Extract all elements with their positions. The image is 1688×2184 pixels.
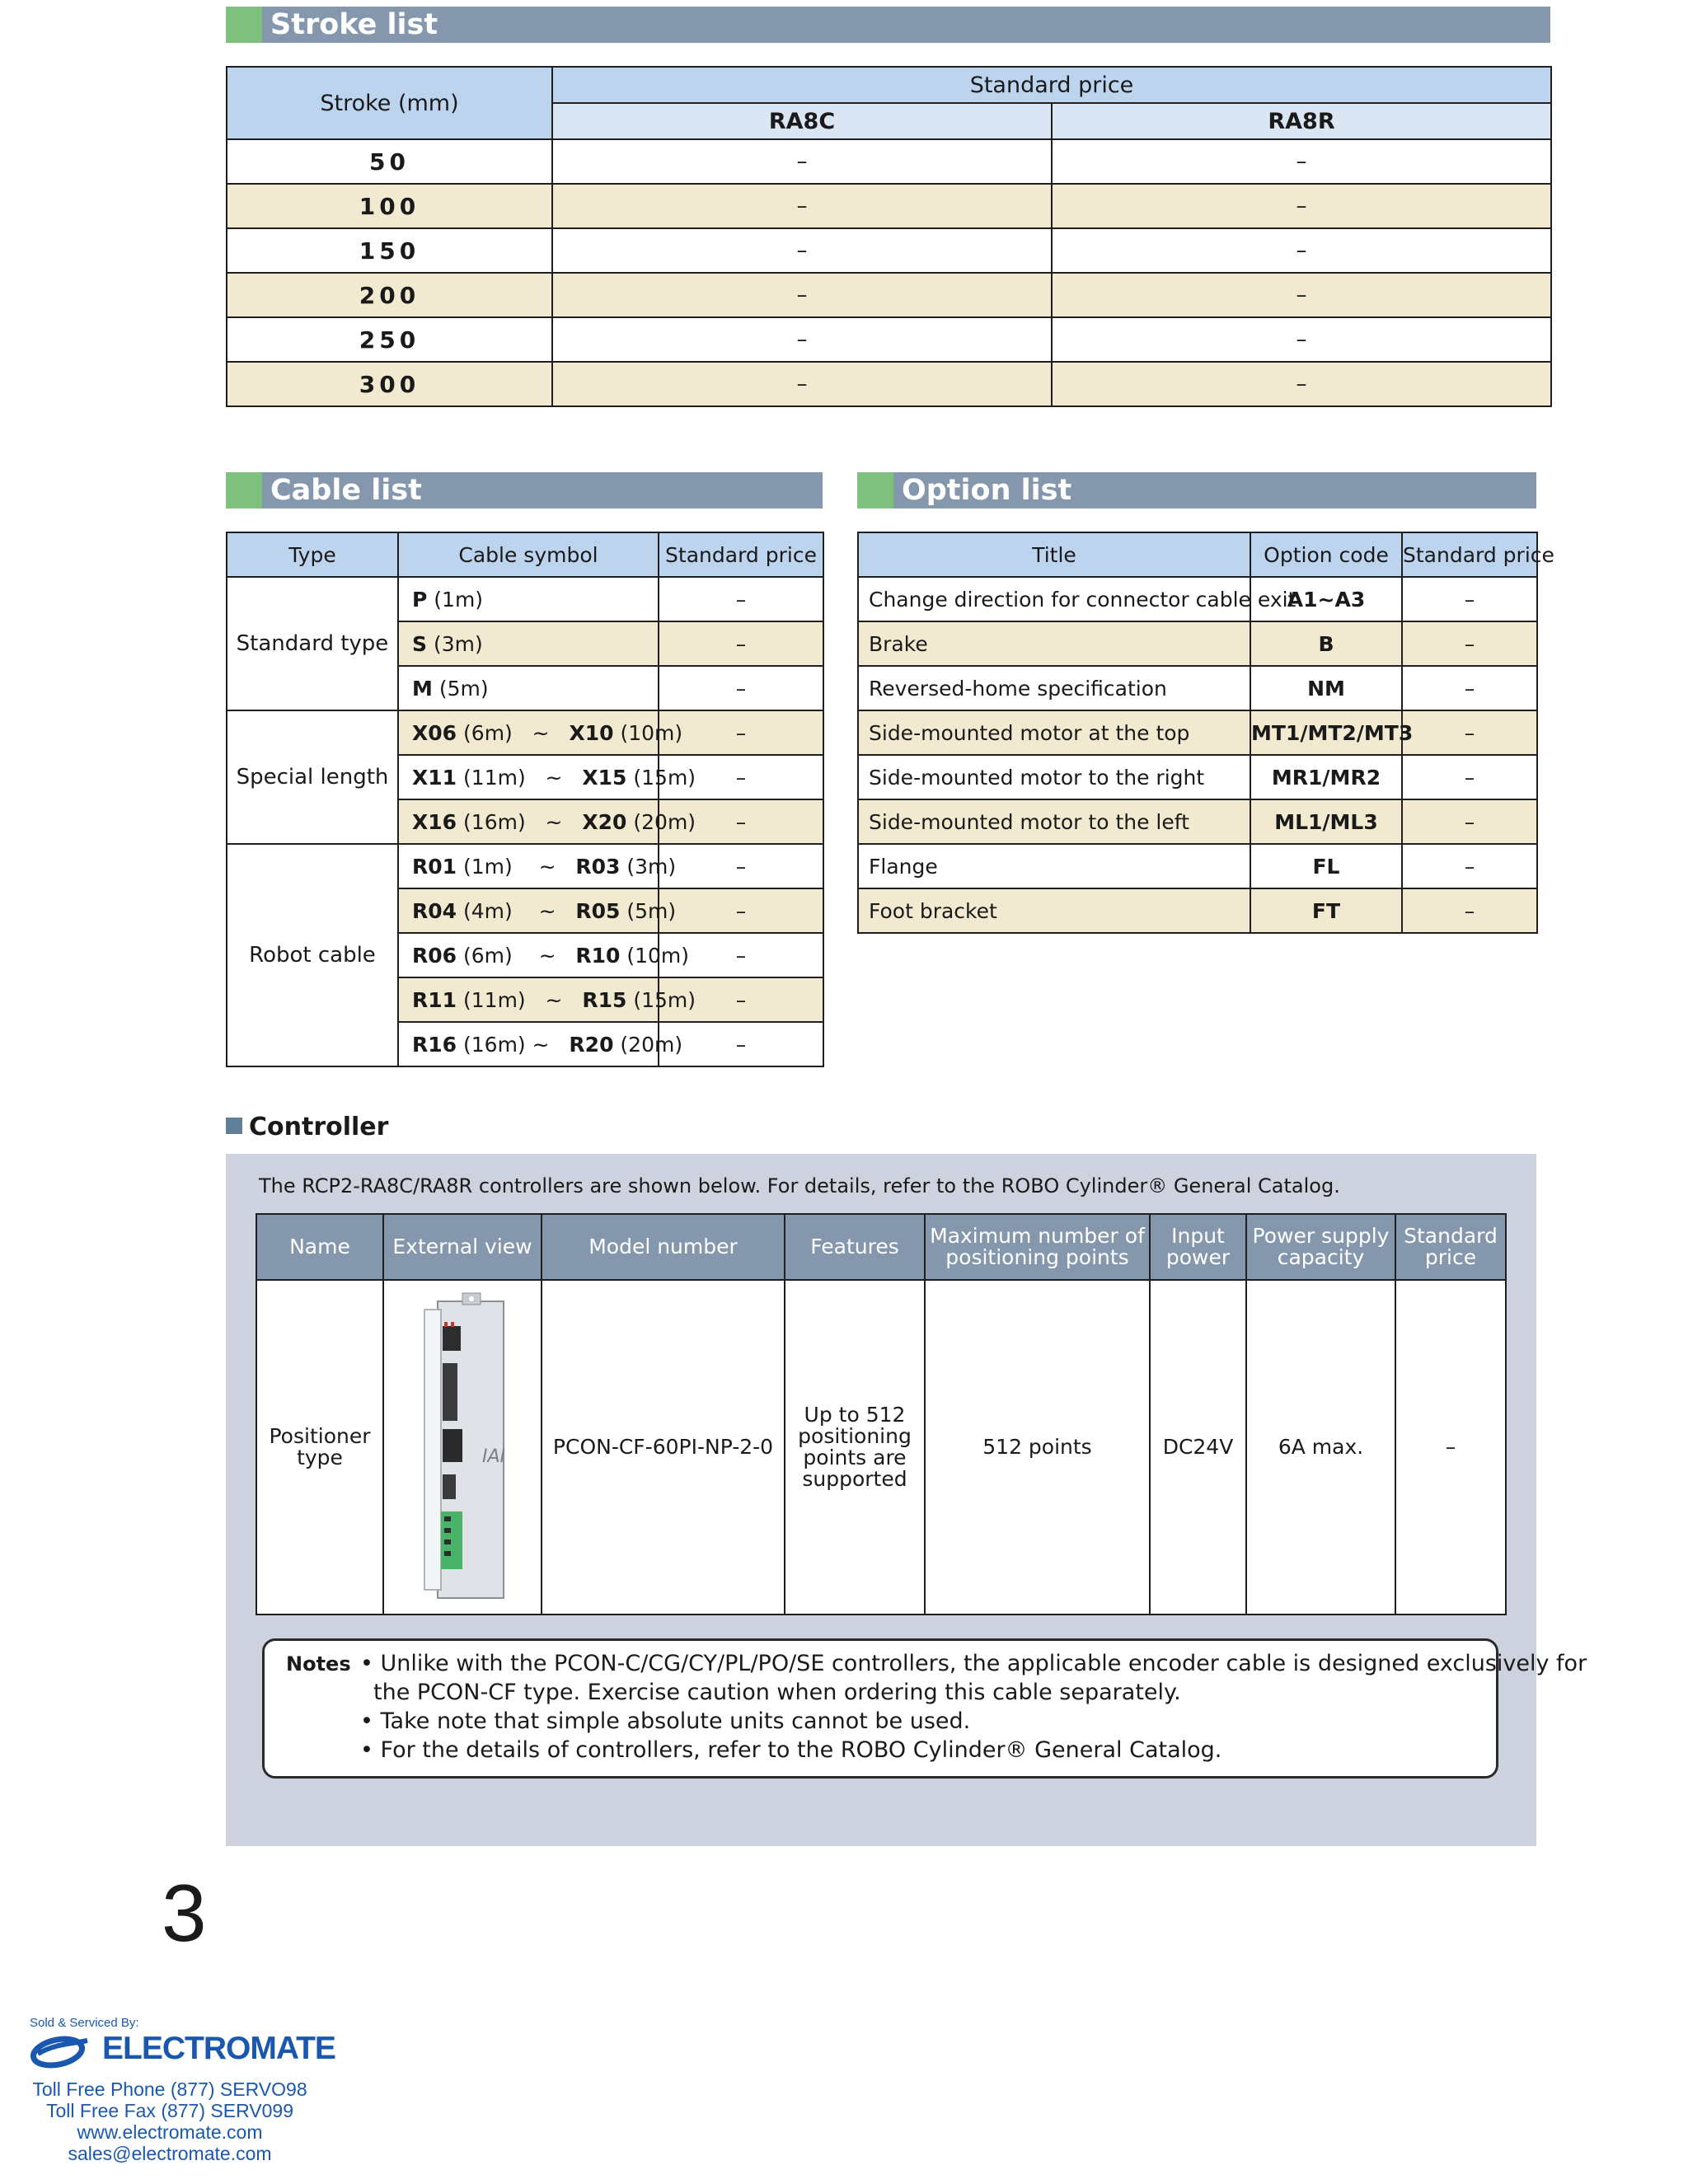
option-code: B (1250, 621, 1402, 666)
note-item: • Take note that simple absolute units cannot be used. (360, 1708, 971, 1734)
table-row (227, 844, 823, 888)
controller-image (413, 1289, 512, 1602)
note-item: the PCON-CF type. Exercise caution when ordering this cable separately. (373, 1680, 1181, 1705)
controller-table (256, 1213, 1507, 1615)
table-row (227, 228, 1551, 273)
stroke-value: 200 (227, 273, 552, 317)
model-ra8c-header: RA8C (552, 103, 1052, 139)
cable-symbol: S (3m) (398, 621, 659, 666)
footer-website[interactable]: www.electromate.com (77, 2121, 263, 2143)
cable-list-header (226, 472, 823, 509)
model-number-header: Model number (542, 1214, 785, 1280)
option-code: FL (1250, 844, 1402, 888)
price-cell: – (1402, 710, 1537, 755)
price-cell: – (1052, 317, 1551, 362)
price-cell: – (659, 799, 823, 844)
option-list-title: Option list (902, 474, 1072, 507)
footer-email[interactable]: sales@electromate.com (68, 2143, 272, 2164)
cable-type: Standard type (227, 577, 398, 710)
cable-symbol: R06 (6m) ~ R10 (10m) (398, 933, 659, 977)
section-marker (226, 7, 262, 43)
option-title: Side-mounted motor to the left (858, 799, 1250, 844)
price-cell: – (1402, 621, 1537, 666)
option-title: Flange (858, 844, 1250, 888)
max-positioning-header: Maximum number of positioning points (925, 1214, 1150, 1280)
cable-symbol-header: Cable symbol (398, 532, 659, 577)
option-code: ML1/ML3 (1250, 799, 1402, 844)
table-row (858, 888, 1537, 933)
option-title: Foot bracket (858, 888, 1250, 933)
price-cell: – (659, 977, 823, 1022)
cable-symbol: X06 (6m) ~ X10 (10m) (398, 710, 659, 755)
standard-price-header: Standard price (1402, 532, 1537, 577)
option-title: Side-mounted motor at the top (858, 710, 1250, 755)
section-marker (857, 472, 893, 509)
controller-max-points: 512 points (925, 1280, 1150, 1615)
price-cell: – (659, 710, 823, 755)
title-header: Title (858, 532, 1250, 577)
name-header: Name (256, 1214, 383, 1280)
features-header: Features (785, 1214, 925, 1280)
option-code: FT (1250, 888, 1402, 933)
price-cell: – (1402, 844, 1537, 888)
note-item: • Unlike with the PCON-C/CG/CY/PL/PO/SE controllers, the applicable encoder cable is designed exclusively for (360, 1651, 1587, 1676)
cable-type: Robot cable (227, 844, 398, 1066)
price-cell: – (1402, 755, 1537, 799)
price-cell: – (552, 228, 1052, 273)
price-cell: – (1052, 139, 1551, 184)
table-row (858, 710, 1537, 755)
standard-price-header: Standard price (1395, 1214, 1506, 1280)
option-table (857, 532, 1554, 934)
controller-heading: Controller (226, 1113, 388, 1141)
notes-list (360, 1649, 1587, 1765)
option-title: Change direction for connector cable exit (858, 577, 1250, 621)
cable-symbol: X11 (11m) ~ X15 (15m) (398, 755, 659, 799)
table-row (858, 844, 1537, 888)
option-code-header: Option code (1250, 532, 1402, 577)
section-marker (226, 472, 262, 509)
controller-capacity: 6A max. (1246, 1280, 1395, 1615)
stroke-value: 150 (227, 228, 552, 273)
notes-label: Notes (286, 1652, 351, 1675)
price-cell: – (552, 139, 1052, 184)
cable-symbol: X16 (16m) ~ X20 (20m) (398, 799, 659, 844)
electromate-logo-icon (30, 2032, 96, 2069)
price-header: Standard price (552, 67, 1551, 103)
table-row (227, 184, 1551, 228)
price-cell: – (552, 317, 1052, 362)
price-cell: – (659, 666, 823, 710)
model-ra8r-header: RA8R (1052, 103, 1551, 139)
price-cell: – (1402, 799, 1537, 844)
notes-box (262, 1638, 1587, 1779)
stroke-header: Stroke (mm) (227, 67, 552, 139)
table-row (227, 273, 1551, 317)
stroke-value: 300 (227, 362, 552, 406)
price-cell: – (552, 273, 1052, 317)
controller-model: PCON-CF-60PI-NP-2-0 (542, 1280, 785, 1615)
controller-price: – (1395, 1280, 1506, 1615)
table-row (227, 710, 823, 755)
controller-input-power: DC24V (1150, 1280, 1246, 1615)
table-row (858, 666, 1537, 710)
page-number: 3 (162, 1868, 207, 1958)
table-row (227, 362, 1551, 406)
price-cell: – (1052, 362, 1551, 406)
standard-price-header: Standard price (659, 532, 823, 577)
type-header: Type (227, 532, 398, 577)
input-power-header: Input power (1150, 1214, 1246, 1280)
external-view-header: External view (383, 1214, 542, 1280)
table-row (858, 799, 1537, 844)
price-cell: – (659, 844, 823, 888)
option-list-header (857, 472, 1536, 509)
table-row (227, 577, 823, 621)
cable-symbol: R16 (16m) ~ R20 (20m) (398, 1022, 659, 1066)
svg-text:IAI: IAI (482, 1446, 506, 1467)
controller-name: Positioner type (256, 1280, 383, 1615)
table-row (858, 621, 1537, 666)
option-title: Reversed-home specification (858, 666, 1250, 710)
option-code: MR1/MR2 (1250, 755, 1402, 799)
cable-symbol: R04 (4m) ~ R05 (5m) (398, 888, 659, 933)
stroke-value: 50 (227, 139, 552, 184)
table-row (227, 139, 1551, 184)
price-cell: – (659, 888, 823, 933)
option-title: Side-mounted motor to the right (858, 755, 1250, 799)
cable-type: Special length (227, 710, 398, 844)
note-item: • For the details of controllers, refer to the ROBO Cylinder® General Catalog. (360, 1737, 1222, 1763)
price-cell: – (659, 577, 823, 621)
option-code: NM (1250, 666, 1402, 710)
cable-symbol: R01 (1m) ~ R03 (3m) (398, 844, 659, 888)
price-cell: – (1052, 184, 1551, 228)
brand-name: ELECTROMATE (102, 2031, 335, 2066)
cable-table (226, 532, 824, 1067)
price-cell: – (659, 755, 823, 799)
price-cell: – (552, 362, 1052, 406)
price-cell: – (1402, 888, 1537, 933)
price-cell: – (659, 621, 823, 666)
price-cell: – (552, 184, 1052, 228)
option-code: A1~A3 (1250, 577, 1402, 621)
option-code: MT1/MT2/MT3 (1250, 710, 1402, 755)
sold-by-label: Sold & Serviced By: (30, 2016, 139, 2030)
footer-phone: Toll Free Phone (877) SERVO98 (32, 2079, 307, 2100)
price-cell: – (1052, 273, 1551, 317)
controller-intro: The RCP2-RA8C/RA8R controllers are shown below. For details, refer to the ROBO Cylinder® General Catalog. (259, 1174, 1340, 1197)
controller-external-view (383, 1280, 542, 1615)
power-capacity-header: Power supply capacity (1246, 1214, 1395, 1280)
option-title: Brake (858, 621, 1250, 666)
cable-symbol: M (5m) (398, 666, 659, 710)
stroke-list-title: Stroke list (270, 8, 438, 41)
square-bullet-icon (226, 1118, 242, 1134)
stroke-value: 100 (227, 184, 552, 228)
price-cell: – (1402, 666, 1537, 710)
table-row (858, 755, 1537, 799)
table-row (227, 317, 1551, 362)
price-cell: – (659, 933, 823, 977)
price-cell: – (1052, 228, 1551, 273)
table-row (858, 577, 1537, 621)
cable-symbol: P (1m) (398, 577, 659, 621)
controller-features: Up to 512 positioning points are supported (785, 1280, 925, 1615)
cable-symbol: R11 (11m) ~ R15 (15m) (398, 977, 659, 1022)
stroke-list-header (226, 7, 1550, 43)
price-cell: – (659, 1022, 823, 1066)
price-cell: – (1402, 577, 1537, 621)
stroke-value: 250 (227, 317, 552, 362)
stroke-table (226, 66, 1552, 407)
footer-fax: Toll Free Fax (877) SERV099 (46, 2100, 293, 2121)
cable-list-title: Cable list (270, 474, 422, 507)
table-row (256, 1280, 1506, 1615)
